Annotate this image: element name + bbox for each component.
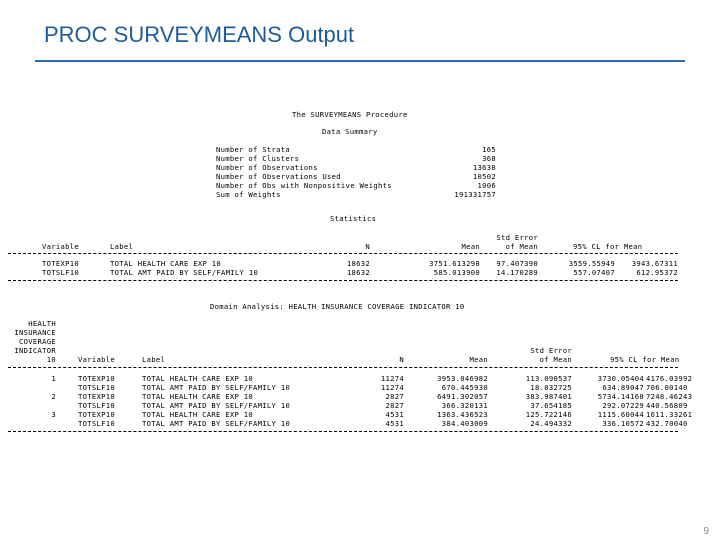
cell-label: TOTAL HEALTH CARE EXP 10: [142, 392, 254, 401]
cell-variable: TOTEXP10: [78, 392, 116, 401]
cell-label: TOTAL AMT PAID BY SELF/FAMILY 10: [142, 383, 291, 392]
cell-label: TOTAL AMT PAID BY SELF/FAMILY 10: [142, 401, 291, 410]
cell-stderr: 113.090537: [525, 374, 572, 383]
cell-variable: TOTSLF10: [78, 401, 116, 410]
summary-label: Number of Observations: [216, 163, 318, 172]
cell-label: TOTAL AMT PAID BY SELF/FAMILY 10: [142, 419, 291, 428]
cell-stderr: 18.032725: [530, 383, 572, 392]
divider-line: [8, 367, 678, 368]
col-ci: 95% CL for Mean: [573, 242, 643, 251]
cell-label: TOTAL HEALTH CARE EXP 10: [142, 410, 254, 419]
col-label: Label: [110, 242, 134, 251]
cell-ci-high: 706.00140: [646, 383, 688, 392]
cell-mean: 1363.436523: [437, 410, 488, 419]
col-mean: Mean: [461, 242, 480, 251]
group-header-line: 10: [46, 355, 56, 364]
col-stderr-line1: Std Error: [496, 233, 538, 242]
cell-ci-low: 5734.14168: [597, 392, 644, 401]
group-header-line: HEALTH: [28, 319, 56, 328]
col-ci: 95% CL for Mean: [610, 355, 680, 364]
domain-heading: Domain Analysis: HEALTH INSURANCE COVERAGE INDICATOR 10: [210, 302, 465, 311]
col-label: Label: [142, 355, 166, 364]
cell-label: TOTAL HEALTH CARE EXP 10: [142, 374, 254, 383]
cell-stderr: 24.494332: [530, 419, 572, 428]
cell-mean: 3953.046982: [437, 374, 488, 383]
cell-stderr: 125.722146: [525, 410, 572, 419]
procedure-title: The SURVEYMEANS Procedure: [292, 110, 408, 119]
cell-ci-low: 336.10572: [602, 419, 644, 428]
cell-variable: TOTSLF10: [78, 383, 116, 392]
cell-n: 11274: [380, 374, 404, 383]
cell-ci-low: 292.07229: [602, 401, 644, 410]
summary-value: 10502: [472, 172, 496, 181]
col-mean: Mean: [469, 355, 488, 364]
cell-mean: 6491.302057: [437, 392, 488, 401]
cell-variable: TOTEXP10: [42, 259, 80, 268]
page-number: 9: [703, 526, 709, 537]
col-variable: Variable: [78, 355, 116, 364]
cell-n: 2827: [385, 401, 404, 410]
col-stderr-line1: Std Error: [530, 346, 572, 355]
divider-line: [8, 253, 678, 254]
cell-variable: TOTSLF10: [42, 268, 80, 277]
title-divider: [35, 60, 685, 62]
cell-ci-high: 7248.46243: [646, 392, 693, 401]
group-header-line: INDICATOR: [14, 346, 56, 355]
cell-label: TOTAL AMT PAID BY SELF/FAMILY 10: [110, 268, 259, 277]
cell-ci-high: 440.56809: [646, 401, 688, 410]
group-header-line: INSURANCE: [14, 328, 56, 337]
cell-ci-high: 612.95372: [636, 268, 678, 277]
col-stderr-line2: of Mean: [539, 355, 572, 364]
cell-group: 3: [51, 410, 56, 419]
summary-label: Number of Strata: [216, 145, 291, 154]
cell-mean: 384.403009: [441, 419, 488, 428]
cell-ci-high: 4176.03992: [646, 374, 693, 383]
divider-line: [8, 431, 678, 432]
cell-ci-high: 1611.33261: [646, 410, 693, 419]
cell-variable: TOTEXP10: [78, 374, 116, 383]
cell-group: 1: [51, 374, 56, 383]
col-n: N: [365, 242, 370, 251]
cell-variable: TOTSLF10: [78, 419, 116, 428]
summary-label: Number of Observations Used: [216, 172, 341, 181]
summary-label: Number of Clusters: [216, 154, 300, 163]
slide-title: PROC SURVEYMEANS Output: [44, 22, 355, 47]
cell-ci-low: 1115.60044: [597, 410, 644, 419]
cell-mean: 3751.613298: [429, 259, 480, 268]
statistics-heading: Statistics: [330, 214, 377, 223]
summary-value: 13638: [472, 163, 496, 172]
summary-value: 368: [482, 154, 496, 163]
col-stderr-line2: of Mean: [505, 242, 538, 251]
divider-line: [8, 280, 678, 281]
summary-label: Sum of Weights: [216, 190, 281, 199]
cell-variable: TOTEXP10: [78, 410, 116, 419]
cell-n: 4531: [385, 410, 404, 419]
cell-n: 18632: [346, 268, 370, 277]
summary-value: 165: [482, 145, 496, 154]
cell-ci-low: 3559.55949: [568, 259, 615, 268]
group-header-line: COVERAGE: [18, 337, 56, 346]
cell-ci-high: 3943.67311: [631, 259, 678, 268]
cell-n: 4531: [385, 419, 404, 428]
cell-ci-high: 432.70040: [646, 419, 688, 428]
cell-label: TOTAL HEALTH CARE EXP 10: [110, 259, 222, 268]
cell-mean: 585.013900: [433, 268, 480, 277]
summary-label: Number of Obs with Nonpositive Weights: [216, 181, 392, 190]
cell-stderr: 37.654185: [530, 401, 572, 410]
cell-n: 2827: [385, 392, 404, 401]
cell-stderr: 383.987401: [525, 392, 572, 401]
cell-n: 11274: [380, 383, 404, 392]
cell-ci-low: 634.89047: [602, 383, 644, 392]
cell-mean: 670.445930: [441, 383, 488, 392]
cell-ci-low: 557.07407: [573, 268, 615, 277]
cell-stderr: 97.407390: [496, 259, 538, 268]
cell-ci-low: 3730.05404: [597, 374, 644, 383]
col-n: N: [399, 355, 404, 364]
col-variable: Variable: [42, 242, 80, 251]
cell-n: 18632: [346, 259, 370, 268]
cell-stderr: 14.170289: [496, 268, 538, 277]
summary-value: 191331757: [454, 190, 496, 199]
cell-group: 2: [51, 392, 56, 401]
cell-mean: 366.320131: [441, 401, 488, 410]
summary-value: 1006: [477, 181, 496, 190]
data-summary-heading: Data Summary: [322, 127, 378, 136]
